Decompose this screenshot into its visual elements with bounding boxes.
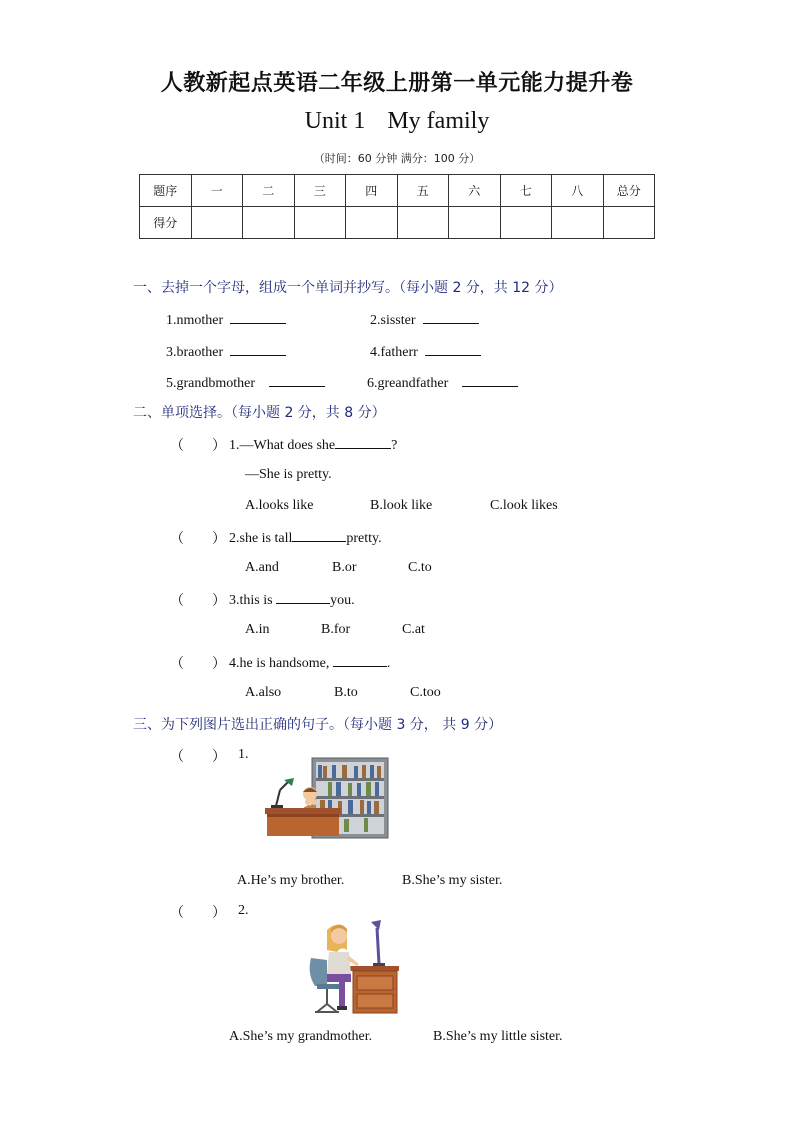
answer-blank[interactable]: [333, 654, 387, 667]
answer-blank[interactable]: [292, 529, 346, 542]
s2-q3-end: you.: [330, 593, 355, 608]
s1-item-5: [166, 374, 325, 392]
section-3-title: 三、为下列图片选出正确的句子。（每小题 3 分， 共 9 分）: [133, 717, 503, 733]
s2-q4: [229, 654, 390, 672]
score-cell: 一: [191, 175, 243, 207]
s2-q1-answer: —She is pretty.: [245, 467, 332, 482]
score-input-cell[interactable]: [243, 207, 295, 239]
s2-q1-option-b[interactable]: B.look like: [370, 498, 433, 513]
s2-q1-text: 1.—What does she: [229, 438, 336, 453]
s1-item-1-word: 1.nmother: [166, 313, 224, 328]
s1-item-2: [370, 311, 479, 329]
s1-item-2-word: 2.sisster: [370, 313, 416, 328]
s2-q2-option-b[interactable]: B.or: [332, 560, 357, 575]
s2-q3-option-a[interactable]: A.in: [245, 622, 270, 637]
s3-q1-option-a[interactable]: A.He’s my brother.: [237, 873, 345, 888]
score-input-cell[interactable]: [552, 207, 604, 239]
answer-blank[interactable]: [423, 311, 479, 324]
s2-q1-option-a[interactable]: A.looks like: [245, 498, 314, 513]
s3-q1-option-b[interactable]: B.She’s my sister.: [402, 873, 503, 888]
s1-item-5-word: 5.grandbmother: [166, 376, 256, 391]
answer-blank[interactable]: [269, 374, 325, 387]
s3-q2-number: 2.: [238, 903, 249, 918]
s2-q2-end: pretty.: [346, 531, 382, 546]
s1-item-6-word: 6.greandfather: [367, 376, 449, 391]
answer-blank[interactable]: [335, 436, 391, 449]
s2-q1-option-c[interactable]: C.look likes: [490, 498, 558, 513]
score-table: [139, 174, 655, 239]
s2-q2-option-c[interactable]: C.to: [408, 560, 432, 575]
time-info: （时间：60 分钟 满分：100 分）: [313, 152, 481, 165]
score-input-cell[interactable]: [191, 207, 243, 239]
score-cell: 总分: [603, 175, 655, 207]
s2-q2-option-a[interactable]: A.and: [245, 560, 279, 575]
s2-q4-option-b[interactable]: B.to: [334, 685, 358, 700]
s2-q4-option-a[interactable]: A.also: [245, 685, 282, 700]
answer-paren[interactable]: （ ）: [170, 656, 226, 672]
score-input-cell[interactable]: [346, 207, 398, 239]
girl-writing-picture: [305, 916, 401, 1018]
score-table-score-row: [140, 207, 655, 239]
score-cell: 六: [449, 175, 501, 207]
score-cell: 四: [346, 175, 398, 207]
s2-q3: [229, 591, 355, 609]
unit-number: Unit 1: [304, 108, 366, 134]
score-cell: 三: [294, 175, 346, 207]
s1-item-4: [370, 343, 481, 361]
answer-blank[interactable]: [230, 311, 286, 324]
s3-q2-option-a[interactable]: A.She’s my grandmother.: [229, 1029, 373, 1044]
s1-item-6: [367, 374, 518, 392]
s3-q2-option-b[interactable]: B.She’s my little sister.: [433, 1029, 563, 1044]
answer-paren[interactable]: （ ）: [170, 593, 226, 609]
s2-q2: [229, 529, 382, 547]
section-2-title: 二、单项选择。（每小题 2 分，共 8 分）: [133, 405, 386, 421]
score-cell: 五: [397, 175, 449, 207]
answer-paren[interactable]: （ ）: [170, 749, 226, 765]
s1-item-3-word: 3.braother: [166, 345, 224, 360]
answer-blank[interactable]: [425, 343, 481, 356]
s2-q3-option-b[interactable]: B.for: [321, 622, 351, 637]
answer-blank[interactable]: [462, 374, 518, 387]
score-input-cell[interactable]: [449, 207, 501, 239]
s2-q4-text: 4.he is handsome,: [229, 656, 330, 671]
score-table-header-row: [140, 175, 655, 207]
score-input-cell[interactable]: [603, 207, 655, 239]
section-1-title: 一、去掉一个字母，组成一个单词并抄写。（每小题 2 分，共 12 分）: [133, 280, 563, 296]
s2-q4-option-c[interactable]: C.too: [410, 685, 441, 700]
unit-heading: [0, 108, 794, 135]
answer-blank[interactable]: [230, 343, 286, 356]
score-cell: 七: [500, 175, 552, 207]
score-input-cell[interactable]: [397, 207, 449, 239]
s2-q2-text: 2.she is tall: [229, 531, 293, 546]
s2-q3-text: 3.this is: [229, 593, 277, 608]
s2-q1: [229, 436, 397, 454]
s1-item-3: [166, 343, 286, 361]
score-cell: 八: [552, 175, 604, 207]
score-cell: 题序: [140, 175, 192, 207]
score-input-cell[interactable]: [500, 207, 552, 239]
s2-q1-end: ?: [391, 438, 398, 453]
s3-q1-number: 1.: [238, 747, 249, 762]
page-title: 人教新起点英语二年级上册第一单元能力提升卷: [160, 71, 634, 96]
score-input-cell[interactable]: [294, 207, 346, 239]
answer-paren[interactable]: （ ）: [170, 905, 226, 921]
s2-q3-option-c[interactable]: C.at: [402, 622, 425, 637]
score-cell: 二: [243, 175, 295, 207]
unit-title: My family: [387, 108, 490, 134]
answer-paren[interactable]: （ ）: [170, 531, 226, 547]
boy-studying-picture: [262, 756, 390, 840]
answer-blank[interactable]: [276, 591, 330, 604]
score-row-label: 得分: [140, 207, 192, 239]
answer-paren[interactable]: （ ）: [170, 438, 226, 454]
s2-q4-end: .: [386, 656, 391, 671]
s1-item-4-word: 4.fatherr: [370, 345, 418, 360]
s1-item-1: [166, 311, 286, 329]
